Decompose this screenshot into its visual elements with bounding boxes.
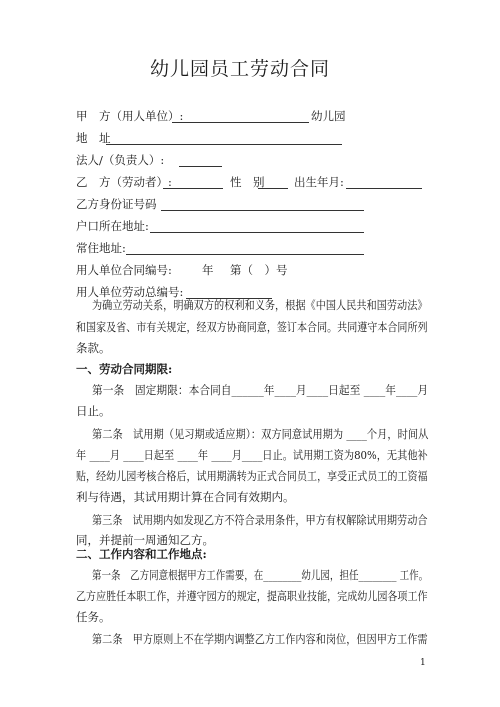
contract-no-label: 用人单位合同编号:: [76, 263, 172, 277]
party-a-line: [172, 121, 309, 123]
paragraph-line: 利与待遇，其试用期计算在合同有效期内。: [76, 490, 295, 504]
contract-no-year: 年: [202, 263, 214, 277]
contract-no-num: 第（ ）号: [230, 263, 288, 277]
paragraph-line: 年 ____月 ____日起至 ____年 ____月____日止。试用期工资为80%，无其他补: [76, 448, 428, 462]
birth-line: [346, 187, 422, 189]
paragraph-line: 日止。: [76, 404, 111, 418]
address-label: 地 址: [76, 131, 111, 145]
gender-label: 性 别: [230, 175, 265, 189]
paragraph-line: 第二条 试用期（见习期或适应期）：双方同意试用期为 ____个月，时间从: [92, 427, 429, 441]
paragraph-line: 乙方应胜任本职工作，并遵守园方的规定，提高职业技能，完成幼儿园各项工作: [76, 589, 428, 603]
page-title: 幼儿园员工劳动合同: [150, 58, 331, 80]
preamble-line: 和国家及省、市有关规定，经双方协商同意，签订本合同。共同遵守本合同所列: [76, 320, 428, 334]
party-a-suffix: 幼儿园: [311, 109, 346, 123]
hukou-label: 户口所在地址:: [76, 219, 149, 233]
labor-no-label: 用人单位劳动总编号:: [76, 285, 184, 299]
address-line: [106, 143, 342, 145]
residence-label: 常住地址:: [76, 241, 126, 255]
section-heading: 二、工作内容和工作地点:: [76, 547, 207, 561]
paragraph-line: 同，并提前一周通知乙方。: [76, 533, 214, 547]
legal-rep-line: [179, 165, 222, 167]
birth-label: 出生年月:: [294, 175, 344, 189]
id-label: 乙方身份证号码: [76, 197, 157, 211]
paragraph-line: 第一条 乙方同意根据甲方工作需要，在________幼儿园，担任________ 工作。: [92, 568, 429, 582]
party-b-line: [163, 187, 223, 189]
page-number: 1: [420, 658, 426, 668]
party-b-label: 乙 方（劳动者）:: [76, 175, 172, 189]
preamble-line: 条款。: [76, 341, 111, 355]
id-line: [161, 209, 364, 211]
section-heading: 一、劳动合同期限:: [76, 362, 173, 376]
paragraph-line: 第一条 固定期限：本合同自______年____月____日起至 ____年____月: [92, 383, 429, 397]
paragraph-line: 第二条 甲方原则上不在学期内调整乙方工作内容和岗位，但因甲方工作需: [92, 632, 428, 646]
gender-line: [258, 187, 288, 189]
paragraph-line: 第三条 试用期内如发现乙方不符合录用条件，甲方有权解除试用期劳动合: [92, 513, 428, 527]
paragraph-line: 贴，经幼儿园考核合格后，试用期满转为正式合同员工，享受正式员工的工资福: [76, 469, 428, 483]
preamble-line: 为确立劳动关系，明确双方的权利和义务，根据《中国人民共和国劳动法》: [92, 298, 428, 312]
legal-rep-label: 法人/（负责人）:: [76, 153, 165, 167]
paragraph-line: 任务。: [76, 610, 111, 624]
hukou-line: [150, 231, 364, 233]
residence-line: [126, 253, 364, 255]
party-a-label: 甲 方（用人单位）:: [76, 109, 184, 123]
